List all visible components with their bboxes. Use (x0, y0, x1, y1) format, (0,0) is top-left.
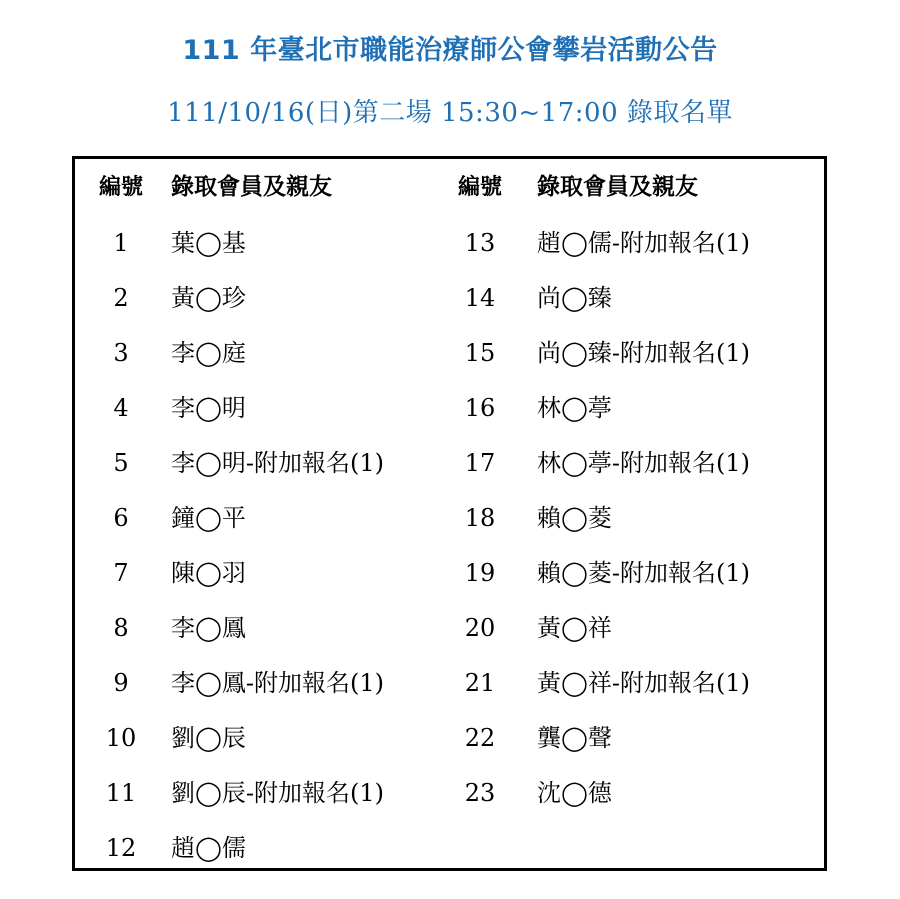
row-member-name: 趙◯儒-附加報名(1) (537, 229, 750, 257)
row-member-name: 李◯庭 (171, 339, 246, 367)
row-number: 15 (464, 339, 496, 367)
header-number: 編號 (98, 174, 143, 200)
row-member-name: 沈◯德 (537, 779, 612, 807)
row-member-name: 李◯鳳-附加報名(1) (171, 669, 384, 697)
row-number: 5 (113, 449, 129, 477)
roster-table (72, 156, 827, 871)
row-member-name: 李◯明 (171, 394, 246, 422)
row-number: 13 (464, 229, 496, 257)
row-number: 3 (113, 339, 129, 367)
row-number: 11 (105, 779, 137, 807)
row-number: 17 (464, 449, 496, 477)
row-number: 21 (464, 669, 496, 697)
row-member-name: 趙◯儒 (171, 834, 246, 862)
row-member-name: 賴◯菱-附加報名(1) (537, 559, 750, 587)
row-member-name: 劉◯辰-附加報名(1) (171, 779, 384, 807)
header-name: 錄取會員及親友 (171, 173, 332, 200)
row-number: 8 (113, 614, 129, 642)
row-member-name: 李◯鳳 (171, 614, 246, 642)
row-member-name: 林◯葶 (537, 394, 612, 422)
row-number: 18 (464, 504, 496, 532)
row-number: 4 (113, 394, 129, 422)
row-number: 12 (105, 834, 137, 862)
row-member-name: 劉◯辰 (171, 724, 246, 752)
page-subtitle: 111/10/16(日)第二場 15:30~17:00 錄取名單 (167, 98, 733, 128)
row-number: 23 (464, 779, 496, 807)
row-member-name: 黃◯祥 (537, 614, 612, 642)
row-number: 14 (464, 284, 496, 312)
row-member-name: 葉◯基 (171, 229, 246, 257)
row-member-name: 尚◯臻 (537, 284, 612, 312)
page-title: 111 年臺北市職能治療師公會攀岩活動公告 (182, 35, 718, 66)
row-member-name: 李◯明-附加報名(1) (171, 449, 384, 477)
row-number: 9 (113, 669, 129, 697)
header-name: 錄取會員及親友 (537, 173, 698, 200)
header-number: 編號 (457, 174, 502, 200)
row-number: 16 (464, 394, 496, 422)
row-member-name: 黃◯珍 (171, 284, 246, 312)
row-number: 2 (113, 284, 129, 312)
row-member-name: 陳◯羽 (171, 559, 246, 587)
row-member-name: 尚◯臻-附加報名(1) (537, 339, 750, 367)
row-member-name: 鐘◯平 (171, 504, 246, 532)
row-member-name: 黃◯祥-附加報名(1) (537, 669, 750, 697)
row-number: 20 (464, 614, 496, 642)
row-number: 10 (105, 724, 137, 752)
row-number: 6 (113, 504, 129, 532)
row-member-name: 林◯葶-附加報名(1) (537, 449, 750, 477)
row-member-name: 龔◯聲 (537, 724, 612, 752)
row-member-name: 賴◯菱 (537, 504, 612, 532)
row-number: 19 (464, 559, 496, 587)
row-number: 1 (113, 229, 129, 257)
row-number: 7 (113, 559, 129, 587)
row-number: 22 (464, 724, 496, 752)
